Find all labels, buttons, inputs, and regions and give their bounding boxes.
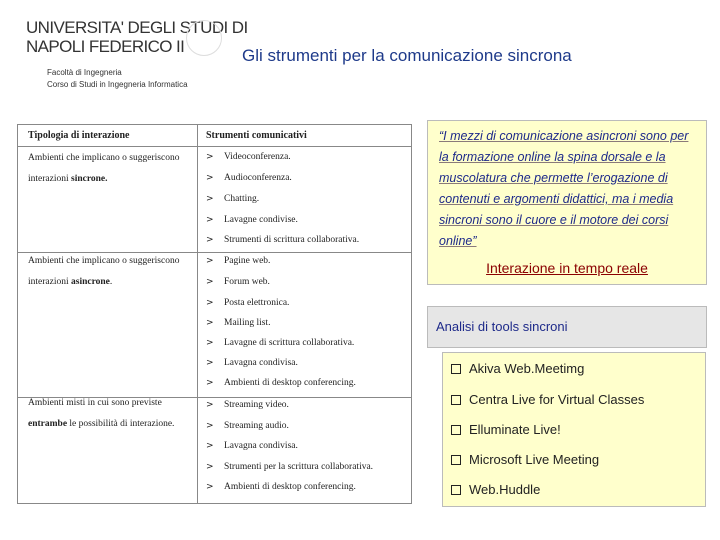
tool-list-item: > Streaming audio. <box>206 421 289 431</box>
list-item: Elluminate Live! <box>451 422 561 437</box>
chevron-right-icon: > <box>206 358 214 368</box>
chevron-right-icon: > <box>206 173 214 183</box>
chevron-right-icon: > <box>206 400 214 410</box>
slide-title: Gli strumenti per la comunicazione sincrona <box>242 46 572 65</box>
tool-list-item: > Lavagne condivise. <box>206 215 298 225</box>
tool-list-item: > Ambienti di desktop conferencing. <box>206 378 356 388</box>
list-item: Akiva Web.Meetimg <box>451 361 584 376</box>
list-item: Web.Huddle <box>451 482 540 497</box>
chevron-right-icon: > <box>206 421 214 431</box>
checkbox-icon <box>451 455 461 465</box>
table-cell-tipologia: Ambienti misti in cui sono previste entrambe le possibilità di interazione. <box>28 398 175 429</box>
tools-box <box>442 352 706 507</box>
course-name: Corso di Studi in Ingegneria Informatica <box>47 80 188 89</box>
chevron-right-icon: > <box>206 482 214 492</box>
faculty-info <box>47 67 188 91</box>
chevron-right-icon: > <box>206 318 214 328</box>
quote-subtitle: Interazione in tempo reale <box>486 260 648 276</box>
tool-list-item: > Forum web. <box>206 277 270 287</box>
checkbox-icon <box>451 395 461 405</box>
chevron-right-icon: > <box>206 277 214 287</box>
tool-list-item: > Lavagna condivisa. <box>206 358 298 368</box>
faculty-name: Facoltà di Ingegneria <box>47 68 122 77</box>
tool-list-item: > Chatting. <box>206 194 260 204</box>
tool-list-item: > Strumenti di scrittura collaborativa. <box>206 235 360 245</box>
chevron-right-icon: > <box>206 235 214 245</box>
tool-list-item: > Streaming video. <box>206 400 289 410</box>
chevron-right-icon: > <box>206 298 214 308</box>
chevron-right-icon: > <box>206 256 214 266</box>
university-logo <box>26 18 248 64</box>
tool-list-item: > Lavagne di scrittura collaborativa. <box>206 338 355 348</box>
list-item: Microsoft Live Meeting <box>451 452 599 467</box>
logo-line1: UNIVERSITA' DEGLI STUDI DI <box>26 18 248 37</box>
table-cell-tipologia: Ambienti che implicano o suggeriscono interazioni sincrone. <box>28 153 180 184</box>
tool-list-item: > Strumenti per la scrittura collaborativa. <box>206 462 374 472</box>
checkbox-icon <box>451 485 461 495</box>
seal-icon <box>186 20 222 56</box>
quote-box <box>427 120 707 285</box>
analisi-box <box>427 306 707 348</box>
chevron-right-icon: > <box>206 338 214 348</box>
tool-list-item: > Pagine web. <box>206 256 271 266</box>
chevron-right-icon: > <box>206 194 214 204</box>
checkbox-icon <box>451 364 461 374</box>
table-divider <box>197 125 198 503</box>
tool-list-item: > Lavagna condivisa. <box>206 441 298 451</box>
chevron-right-icon: > <box>206 152 214 162</box>
table-header-tipologia: Tipologia di interazione <box>28 130 130 141</box>
tool-list-item: > Videoconferenza. <box>206 152 291 162</box>
chevron-right-icon: > <box>206 441 214 451</box>
tool-list-item: > Audioconferenza. <box>206 173 292 183</box>
tool-list-item: > Ambienti di desktop conferencing. <box>206 482 356 492</box>
logo-line2: NAPOLI FEDERICO II <box>26 37 185 56</box>
quote-text: “I mezzi di comunicazione asincroni sono per la formazione online la spina dorsale e la muscolatura che permette l’erogazione di contenuti e argomenti didattici, ma i media sincroni sono il cuore e il motore dei corsi online” <box>439 129 689 248</box>
tool-list-item: > Mailing list. <box>206 318 271 328</box>
tool-list-item: > Posta elettronica. <box>206 298 290 308</box>
chevron-right-icon: > <box>206 462 214 472</box>
table-divider <box>18 146 411 147</box>
checkbox-icon <box>451 425 461 435</box>
analisi-heading: Analisi di tools sincroni <box>436 319 568 334</box>
interaction-table <box>17 124 412 504</box>
list-item: Centra Live for Virtual Classes <box>451 392 644 407</box>
chevron-right-icon: > <box>206 378 214 388</box>
table-cell-tipologia: Ambienti che implicano o suggeriscono interazioni asincrone. <box>28 256 180 287</box>
table-header-strumenti: Strumenti comunicativi <box>206 130 307 141</box>
chevron-right-icon: > <box>206 215 214 225</box>
